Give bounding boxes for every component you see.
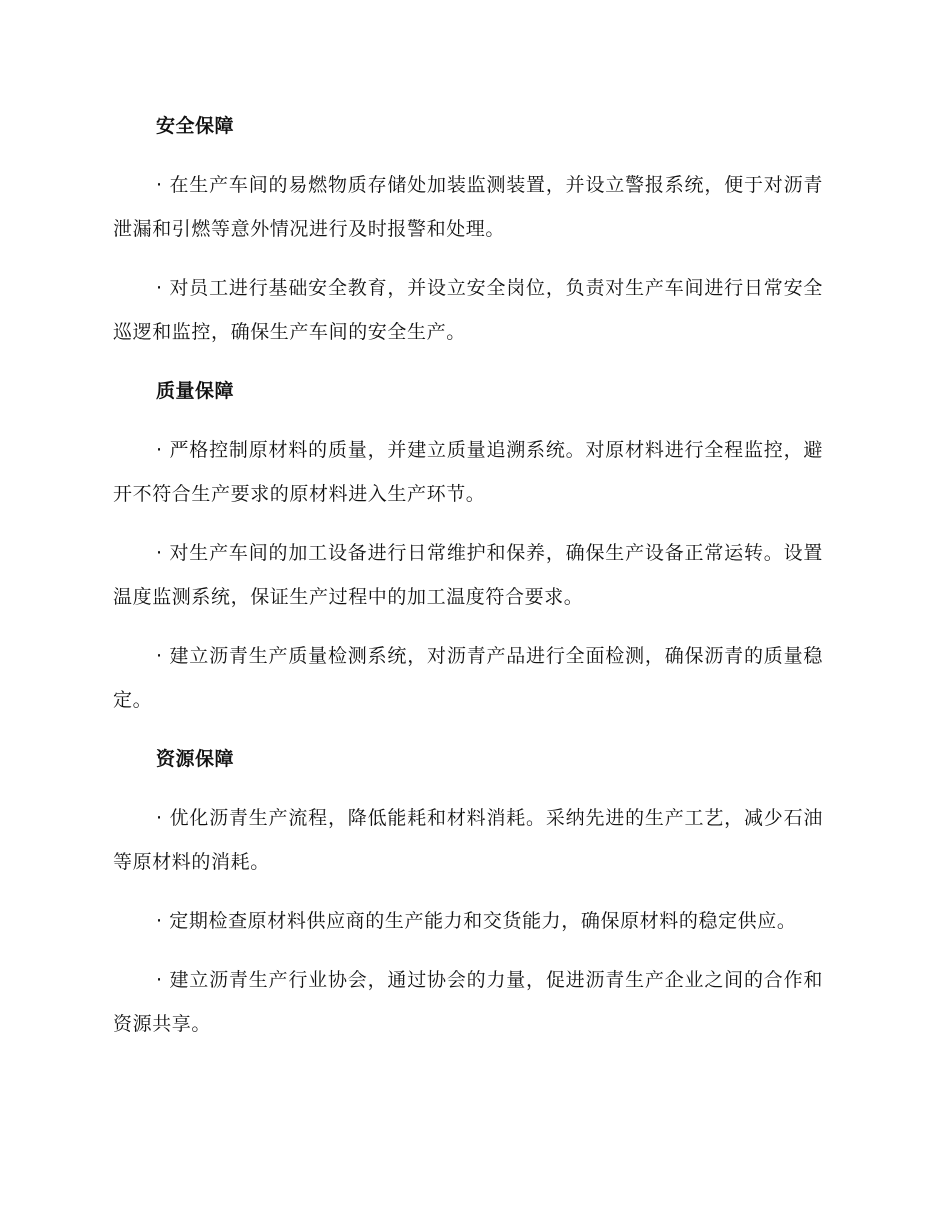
bullet-paragraph: · 建立沥青生产行业协会，通过协会的力量，促进沥青生产企业之间的合作和资源共享。 [113, 969, 823, 1035]
bullet-paragraph: · 在生产车间的易燃物质存储处加装监测装置，并设立警报系统，便于对沥青泄漏和引燃等意外情况进行及时报警和处理。 [113, 174, 823, 240]
bullet-paragraph: · 严格控制原材料的质量，并建立质量追溯系统。对原材料进行全程监控，避开不符合生产要求的原材料进入生产环节。 [113, 439, 823, 505]
section-heading: 安全保障 [156, 115, 235, 137]
bullet-paragraph: · 对员工进行基础安全教育，并设立安全岗位，负责对生产车间进行日常安全巡逻和监控，确保生产车间的安全生产。 [113, 277, 823, 343]
section-safety [113, 104, 823, 354]
section-heading: 质量保障 [156, 380, 235, 402]
document-page [113, 104, 823, 1061]
section-resources [113, 737, 823, 1046]
bullet-paragraph: · 建立沥青生产质量检测系统，对沥青产品进行全面检测，确保沥青的质量稳定。 [113, 645, 823, 711]
bullet-paragraph: · 对生产车间的加工设备进行日常维护和保养，确保生产设备正常运转。设置温度监测系统，保证生产过程中的加工温度符合要求。 [113, 542, 823, 608]
section-quality [113, 369, 823, 722]
section-heading: 资源保障 [156, 748, 235, 770]
bullet-paragraph: · 优化沥青生产流程，降低能耗和材料消耗。采纳先进的生产工艺，减少石油等原材料的消耗。 [113, 807, 823, 873]
bullet-paragraph: · 定期检查原材料供应商的生产能力和交货能力，确保原材料的稳定供应。 [156, 910, 797, 932]
